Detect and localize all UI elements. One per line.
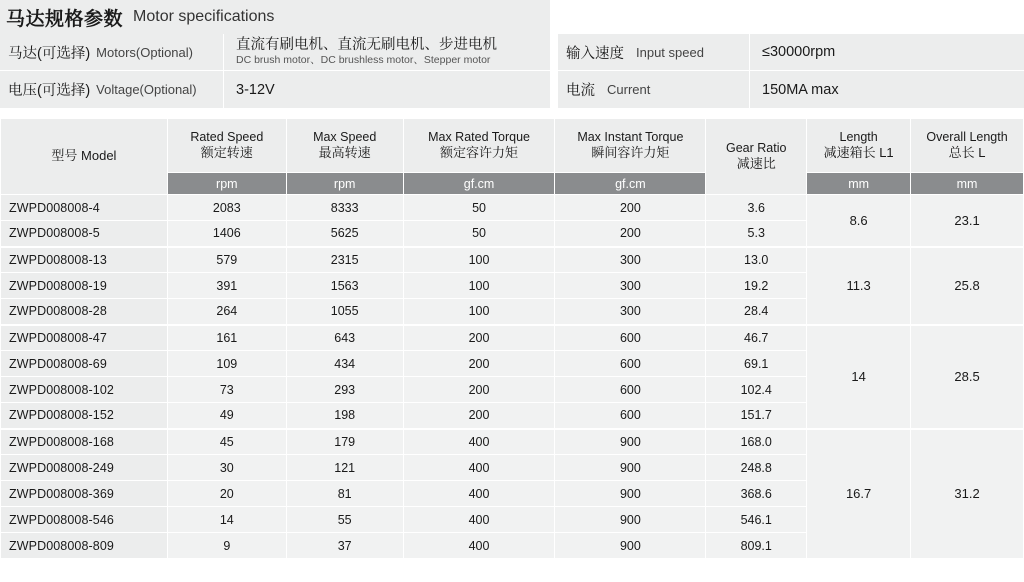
cell-max-speed: 434 bbox=[286, 351, 403, 377]
cell-max-rated-torque: 400 bbox=[403, 507, 555, 533]
cell-length: 8.6 bbox=[807, 195, 911, 247]
cell-max-instant-torque: 200 bbox=[555, 221, 706, 247]
spec-value-motors-en: DC brush motor、DC brushless motor、Stepper motor bbox=[236, 54, 491, 67]
column-header-gear-ratio bbox=[706, 119, 807, 195]
spec-group-left bbox=[0, 34, 550, 108]
table-header-row-main bbox=[1, 119, 1024, 173]
cell-max-speed: 37 bbox=[286, 533, 403, 559]
cell-length: 11.3 bbox=[807, 247, 911, 325]
cell-gear-ratio: 546.1 bbox=[706, 507, 807, 533]
spec-row-voltage bbox=[0, 71, 550, 108]
spec-row-current bbox=[558, 71, 1024, 108]
cell-gear-ratio: 102.4 bbox=[706, 377, 807, 403]
cell-max-instant-torque: 900 bbox=[555, 455, 706, 481]
cell-model: ZWPD008008-28 bbox=[1, 299, 168, 325]
spec-label-motors-cn: 马达(可选择) bbox=[8, 45, 91, 62]
spec-row-motors bbox=[0, 34, 550, 71]
cell-max-speed: 5625 bbox=[286, 221, 403, 247]
cell-length: 16.7 bbox=[807, 429, 911, 559]
page-title-cn: 马达规格参数 bbox=[6, 8, 124, 30]
cell-gear-ratio: 809.1 bbox=[706, 533, 807, 559]
cell-rated-speed: 9 bbox=[167, 533, 286, 559]
column-header-gear-ratio-cn: 减速比 bbox=[736, 156, 776, 172]
spec-label-current bbox=[558, 71, 750, 108]
column-unit-max-rated-torque: gf.cm bbox=[403, 173, 555, 195]
cell-model: ZWPD008008-168 bbox=[1, 429, 168, 455]
cell-gear-ratio: 69.1 bbox=[706, 351, 807, 377]
cell-max-instant-torque: 900 bbox=[555, 481, 706, 507]
cell-max-speed: 1563 bbox=[286, 273, 403, 299]
cell-max-speed: 81 bbox=[286, 481, 403, 507]
table-row bbox=[1, 325, 1024, 351]
cell-gear-ratio: 248.8 bbox=[706, 455, 807, 481]
column-header-length-cn: 减速箱长 L1 bbox=[823, 145, 894, 161]
page-title bbox=[0, 0, 550, 34]
column-header-length-en: Length bbox=[839, 129, 878, 144]
column-header-length bbox=[807, 119, 911, 173]
cell-overall-length: 28.5 bbox=[911, 325, 1024, 429]
cell-rated-speed: 73 bbox=[167, 377, 286, 403]
cell-max-instant-torque: 300 bbox=[555, 247, 706, 273]
spec-label-current-cn: 电流 bbox=[566, 83, 595, 99]
cell-model: ZWPD008008-19 bbox=[1, 273, 168, 299]
cell-gear-ratio: 5.3 bbox=[706, 221, 807, 247]
spec-summary bbox=[0, 34, 1024, 108]
cell-max-speed: 198 bbox=[286, 403, 403, 429]
cell-max-speed: 2315 bbox=[286, 247, 403, 273]
column-header-gear-ratio-en: Gear Ratio bbox=[726, 140, 787, 155]
cell-rated-speed: 1406 bbox=[167, 221, 286, 247]
cell-gear-ratio: 19.2 bbox=[706, 273, 807, 299]
cell-max-rated-torque: 400 bbox=[403, 481, 555, 507]
cell-max-speed: 55 bbox=[286, 507, 403, 533]
column-unit-length: mm bbox=[807, 173, 911, 195]
cell-max-instant-torque: 600 bbox=[555, 377, 706, 403]
cell-max-instant-torque: 900 bbox=[555, 533, 706, 559]
cell-max-rated-torque: 200 bbox=[403, 351, 555, 377]
table-header bbox=[1, 119, 1024, 195]
cell-gear-ratio: 28.4 bbox=[706, 299, 807, 325]
table-body bbox=[1, 195, 1024, 559]
spec-label-input-speed bbox=[558, 34, 750, 70]
cell-max-instant-torque: 600 bbox=[555, 325, 706, 351]
column-unit-overall-length: mm bbox=[911, 173, 1024, 195]
cell-max-rated-torque: 200 bbox=[403, 403, 555, 429]
spec-group-right bbox=[558, 34, 1024, 108]
cell-length: 14 bbox=[807, 325, 911, 429]
cell-gear-ratio: 3.6 bbox=[706, 195, 807, 221]
cell-model: ZWPD008008-13 bbox=[1, 247, 168, 273]
cell-max-rated-torque: 400 bbox=[403, 533, 555, 559]
cell-model: ZWPD008008-809 bbox=[1, 533, 168, 559]
spec-value-voltage-text: 3-12V bbox=[236, 81, 275, 98]
column-header-overall-length bbox=[911, 119, 1024, 173]
cell-rated-speed: 264 bbox=[167, 299, 286, 325]
cell-model: ZWPD008008-152 bbox=[1, 403, 168, 429]
cell-max-speed: 179 bbox=[286, 429, 403, 455]
table-row bbox=[1, 429, 1024, 455]
spec-value-input-speed bbox=[750, 34, 1024, 70]
cell-max-speed: 121 bbox=[286, 455, 403, 481]
cell-gear-ratio: 151.7 bbox=[706, 403, 807, 429]
cell-max-instant-torque: 900 bbox=[555, 507, 706, 533]
column-header-model: 型号 Model bbox=[1, 119, 168, 195]
column-header-rated-speed-en: Rated Speed bbox=[190, 129, 264, 144]
cell-max-rated-torque: 200 bbox=[403, 377, 555, 403]
cell-max-instant-torque: 300 bbox=[555, 299, 706, 325]
column-header-max-rated-torque bbox=[403, 119, 555, 173]
spec-row-input-speed bbox=[558, 34, 1024, 71]
cell-model: ZWPD008008-546 bbox=[1, 507, 168, 533]
cell-rated-speed: 579 bbox=[167, 247, 286, 273]
cell-max-instant-torque: 600 bbox=[555, 351, 706, 377]
column-header-max-speed bbox=[286, 119, 403, 173]
column-header-max-instant-torque-cn: 瞬间容许力矩 bbox=[591, 145, 670, 161]
column-header-overall-length-en: Overall Length bbox=[926, 129, 1008, 144]
spec-label-motors bbox=[0, 34, 224, 70]
cell-rated-speed: 49 bbox=[167, 403, 286, 429]
cell-model: ZWPD008008-47 bbox=[1, 325, 168, 351]
cell-max-instant-torque: 600 bbox=[555, 403, 706, 429]
cell-rated-speed: 391 bbox=[167, 273, 286, 299]
column-header-rated-speed bbox=[167, 119, 286, 173]
spec-value-voltage bbox=[224, 71, 550, 108]
column-header-max-instant-torque bbox=[555, 119, 706, 173]
spec-value-current-text: 150MA max bbox=[762, 81, 839, 98]
column-header-overall-length-cn: 总长 L bbox=[948, 145, 986, 161]
cell-max-rated-torque: 100 bbox=[403, 247, 555, 273]
cell-max-rated-torque: 100 bbox=[403, 273, 555, 299]
cell-model: ZWPD008008-69 bbox=[1, 351, 168, 377]
spec-label-current-en: Current bbox=[607, 82, 651, 97]
cell-rated-speed: 45 bbox=[167, 429, 286, 455]
spec-label-voltage-cn: 电压(可选择) bbox=[8, 83, 91, 99]
cell-max-rated-torque: 200 bbox=[403, 325, 555, 351]
spec-label-motors-en: Motors(Optional) bbox=[96, 44, 193, 60]
column-header-max-speed-en: Max Speed bbox=[313, 129, 377, 144]
spec-value-current bbox=[750, 71, 1024, 108]
cell-overall-length: 23.1 bbox=[911, 195, 1024, 247]
cell-model: ZWPD008008-5 bbox=[1, 221, 168, 247]
cell-max-instant-torque: 300 bbox=[555, 273, 706, 299]
cell-max-speed: 1055 bbox=[286, 299, 403, 325]
column-header-max-rated-torque-cn: 额定容许力矩 bbox=[440, 145, 519, 161]
cell-gear-ratio: 13.0 bbox=[706, 247, 807, 273]
column-header-max-rated-torque-en: Max Rated Torque bbox=[428, 129, 530, 144]
cell-max-instant-torque: 200 bbox=[555, 195, 706, 221]
cell-model: ZWPD008008-249 bbox=[1, 455, 168, 481]
spec-label-voltage bbox=[0, 71, 224, 108]
cell-rated-speed: 109 bbox=[167, 351, 286, 377]
spec-label-voltage-en: Voltage(Optional) bbox=[96, 82, 197, 97]
cell-rated-speed: 161 bbox=[167, 325, 286, 351]
cell-model: ZWPD008008-4 bbox=[1, 195, 168, 221]
cell-rated-speed: 14 bbox=[167, 507, 286, 533]
column-unit-max-speed: rpm bbox=[286, 173, 403, 195]
spec-value-motors-cn: 直流有刷电机、直流无刷电机、步进电机 bbox=[236, 37, 497, 54]
spec-value-motors bbox=[224, 34, 550, 70]
cell-model: ZWPD008008-102 bbox=[1, 377, 168, 403]
cell-max-rated-torque: 50 bbox=[403, 221, 555, 247]
cell-max-speed: 293 bbox=[286, 377, 403, 403]
column-unit-rated-speed: rpm bbox=[167, 173, 286, 195]
cell-max-rated-torque: 400 bbox=[403, 455, 555, 481]
cell-model: ZWPD008008-369 bbox=[1, 481, 168, 507]
cell-rated-speed: 2083 bbox=[167, 195, 286, 221]
cell-rated-speed: 30 bbox=[167, 455, 286, 481]
cell-max-speed: 8333 bbox=[286, 195, 403, 221]
table-row bbox=[1, 195, 1024, 221]
cell-max-rated-torque: 400 bbox=[403, 429, 555, 455]
cell-max-rated-torque: 100 bbox=[403, 299, 555, 325]
cell-max-instant-torque: 900 bbox=[555, 429, 706, 455]
cell-gear-ratio: 168.0 bbox=[706, 429, 807, 455]
spec-label-input-speed-cn: 输入速度 bbox=[566, 45, 624, 62]
column-header-max-speed-cn: 最高转速 bbox=[318, 145, 371, 161]
cell-gear-ratio: 368.6 bbox=[706, 481, 807, 507]
column-header-max-instant-torque-en: Max Instant Torque bbox=[577, 129, 684, 144]
cell-overall-length: 31.2 bbox=[911, 429, 1024, 559]
page-title-en: Motor specifications bbox=[133, 8, 275, 25]
cell-gear-ratio: 46.7 bbox=[706, 325, 807, 351]
spec-label-input-speed-en: Input speed bbox=[636, 44, 704, 60]
column-header-rated-speed-cn: 额定转速 bbox=[200, 145, 253, 161]
cell-max-speed: 643 bbox=[286, 325, 403, 351]
column-unit-max-instant-torque: gf.cm bbox=[555, 173, 706, 195]
cell-max-rated-torque: 50 bbox=[403, 195, 555, 221]
motor-parameter-table bbox=[0, 118, 1024, 559]
cell-rated-speed: 20 bbox=[167, 481, 286, 507]
cell-overall-length: 25.8 bbox=[911, 247, 1024, 325]
table-row bbox=[1, 247, 1024, 273]
spec-value-input-speed-text: ≤30000rpm bbox=[762, 44, 836, 60]
